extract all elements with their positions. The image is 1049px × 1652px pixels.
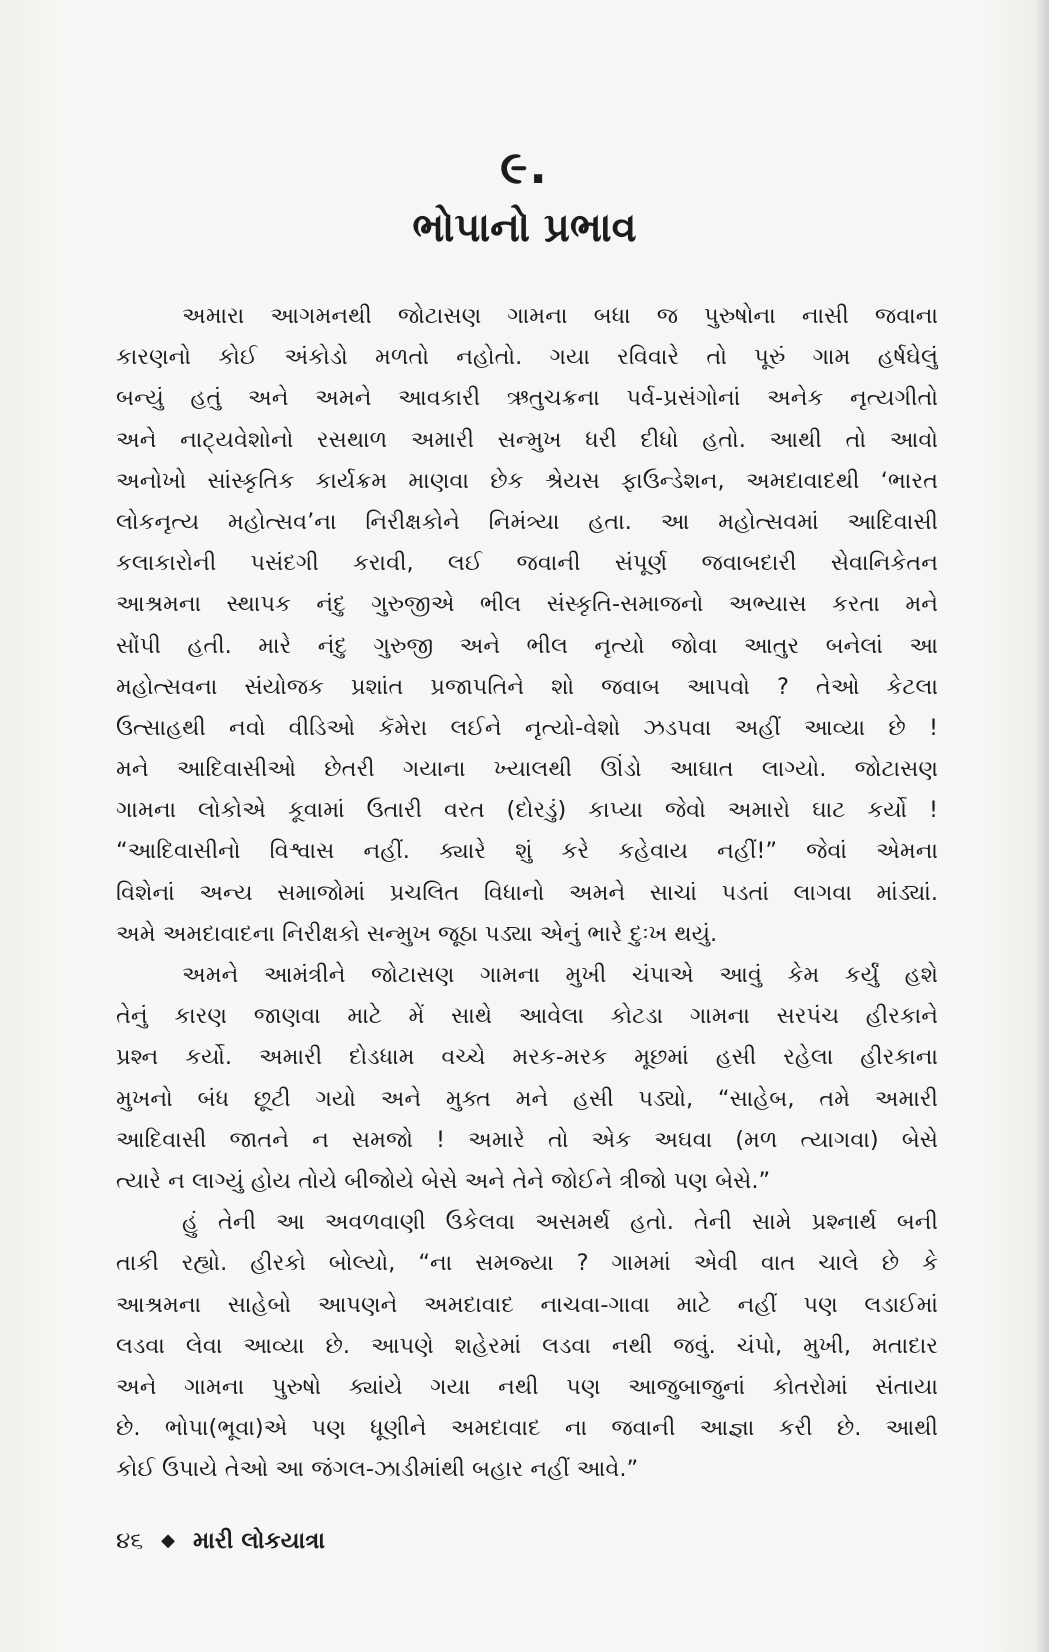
chapter-number: ૯.	[500, 140, 549, 194]
text-line: અમને આમંત્રીને જોટાસણ ગામના મુખી ચંપાએ આવું કેમ કર્યું હશે	[182, 962, 938, 988]
text-line: વિશેનાં અન્ય સમાજોમાં પ્રચલિત વિધાનો અમને સાચાં પડતાં લાગવા માંડ્યાં.	[116, 879, 938, 906]
text-line: “આદિવાસીનો વિશ્વાસ નહીં. ક્યારે શું કરે કહેવાય નહીં!” જેવાં એમના	[116, 838, 938, 865]
book-title: મારી લોકયાત્રા	[193, 1528, 325, 1554]
text-line: મહોત્સવના સંયોજક પ્રશાંત પ્રજાપતિને શો જવાબ આપવો ? તેઓ કેટલા	[116, 673, 938, 700]
text-line: તેનું કારણ જાણવા માટે મેં સાથે આવેલા કોટડા ગામના સરપંચ હીરકાને	[116, 1003, 938, 1030]
text-line: ઉત્સાહથી નવો વીડિઓ કૅમેરા લઈને નૃત્યો-વેશો ઝડપવા અહીં આવ્યા છે !	[116, 714, 938, 741]
text-line: ત્યારે ન લાગ્યું હોય તોયે બીજોયે બેસે અને તેને જોઈને ત્રીજો પણ બેસે.”	[116, 1167, 771, 1194]
text-line: મને આદિવાસીઓ છેતરી ગયાના ખ્યાલથી ઊંડો આઘાત લાગ્યો. જોટાસણ	[116, 756, 938, 783]
text-line: અને નાટ્યવેશોનો રસથાળ અમારી સન્મુખ ધરી દીધો હતો. આથી તો આવો	[116, 426, 938, 453]
text-line: કલાકારોની પસંદગી કરાવી, લઈ જવાની સંપૂર્ણ જવાબદારી સેવાનિકેતન	[116, 550, 938, 577]
chapter-title: ભોપાનો પ્રભાવ	[412, 205, 637, 251]
text-line: કારણનો કોઈ અંકોડો મળતો નહોતો. ગયા રવિવારે તો પૂરું ગામ હર્ષઘેલું	[116, 344, 938, 371]
text-line: આદિવાસી જાતને ન સમજો ! અમારે તો એક અઘવા (મળ ત્યાગવા) બેસે	[116, 1126, 938, 1153]
text-line: સોંપી હતી. મારે નંદુ ગુરુજી અને ભીલ નૃત્યો જોવા આતુર બનેલાં આ	[116, 632, 938, 659]
page-number: ૪૬	[116, 1528, 144, 1554]
text-line: અમે અમદાવાદના નિરીક્ષકો સન્મુખ જૂઠા પડ્યા એનું ભારે દુઃખ થયું.	[116, 920, 718, 947]
text-line: ગામના લોકોએ કૂવામાં ઉતારી વરત (દોરડું) કાપ્યા જેવો અમારો ઘાટ કર્યો !	[116, 797, 938, 824]
text-line: અનોખો સાંસ્કૃતિક કાર્યક્રમ માણવા છેક શ્રેયસ ફાઉન્ડેશન, અમદાવાદથી ‘ભારત	[116, 467, 938, 494]
body-text	[116, 296, 938, 1490]
text-line: આશ્રમના સાહેબો આપણને અમદાવાદ નાચવા-ગાવા માટે નહીં પણ લડાઈમાં	[116, 1291, 938, 1318]
text-line: આશ્રમના સ્થાપક નંદુ ગુરુજીએ ભીલ સંસ્કૃતિ-સમાજનો અભ્યાસ કરતા મને	[116, 591, 938, 618]
page-footer	[116, 1528, 325, 1554]
text-line: છે. ભોપા(ભૂવા)એ પણ ધૂણીને અમદાવાદ ના જવાની આજ્ઞા કરી છે. આથી	[116, 1415, 938, 1442]
text-line: લોકનૃત્ય મહોત્સવ’ના નિરીક્ષકોને નિમંત્ર્યા હતા. આ મહોત્સવમાં આદિવાસી	[116, 508, 938, 535]
text-line: લડવા લેવા આવ્યા છે. આપણે શહેરમાં લડવા નથી જવું. ચંપો, મુખી, મતાદાર	[116, 1332, 938, 1359]
text-line: મુખનો બંધ છૂટી ગયો અને મુક્ત મને હસી પડ્યો, “સાહેબ, તમે અમારી	[116, 1085, 938, 1112]
text-line: અમારા આગમનથી જોટાસણ ગામના બધા જ પુરુષોના નાસી જવાના	[182, 303, 938, 329]
text-line: બન્યું હતું અને અમને આવકારી ઋતુચક્રના પર્વ-પ્રસંગોનાં અનેક નૃત્યગીતો	[116, 385, 938, 412]
text-line: પ્રશ્ન કર્યો. અમારી દોડધામ વચ્ચે મરક-મરક મૂછમાં હસી રહેલા હીરકાના	[116, 1044, 938, 1071]
diamond-separator-icon: ◆	[161, 1530, 175, 1551]
text-line: તાકી રહ્યો. હીરકો બોલ્યો, “ના સમજ્યા ? ગામમાં એવી વાત ચાલે છે કે	[116, 1250, 938, 1277]
text-line: કોઈ ઉપાયે તેઓ આ જંગલ-ઝાડીમાંથી બહાર નહીં આવે.”	[116, 1456, 639, 1483]
text-line: અને ગામના પુરુષો ક્યાંયે ગયા નથી પણ આજુબાજુનાં કોતરોમાં સંતાયા	[116, 1373, 938, 1400]
text-line: હું તેની આ અવળવાણી ઉકેલવા અસમર્થ હતો. તેની સામે પ્રશ્નાર્થ બની	[182, 1209, 938, 1236]
